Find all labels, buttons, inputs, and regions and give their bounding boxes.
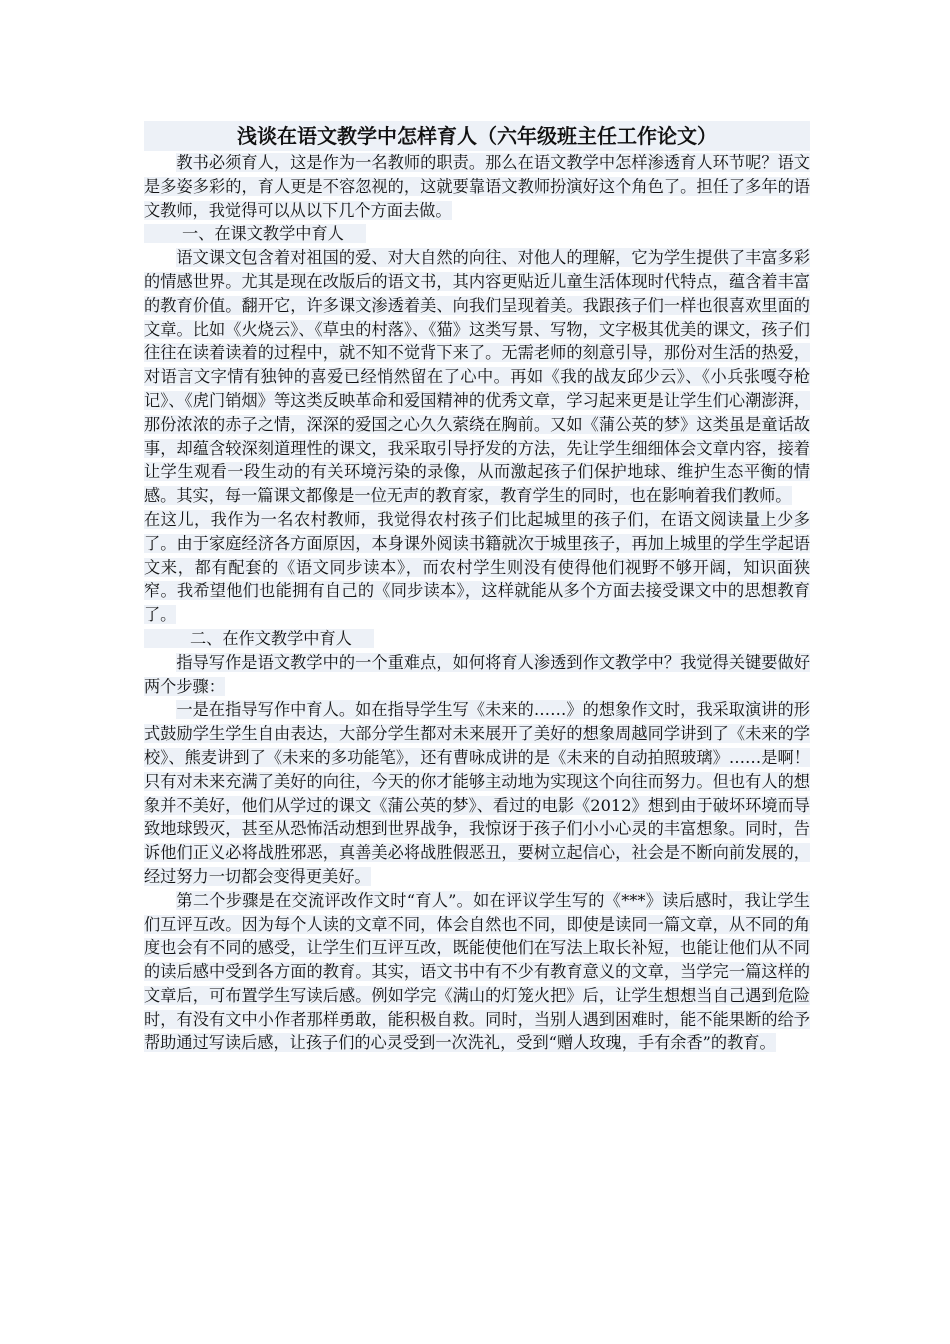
document-title: 浅谈在语文教学中怎样育人（六年级班主任工作论文）	[144, 121, 810, 151]
section2-paragraph-2-text: 一是在指导写作中育人。如在指导学生写《未来的……》的想象作文时，我采取演讲的形式鼓励学生学生自由表达，大部分学生都对未来展开了美好的想象周越同学讲到了《未来的学校》、熊麦讲到了《未来的多功能笔》，还有曹咏成讲的是《未来的自动拍照玻璃》……是啊！只有对未来充满了美好的向往，今天的你才能够主动地为实现这个向往而努力。但也有人的想象并不美好，他们从学过的课文《蒲公英的梦》、看过的电影《2012》想到由于破坏环境而导致地球毁灭，甚至从恐怖活动想到世界战争，我惊讶于孩子们小小心灵的丰富想象。同时，告诉他们正义必将战胜邪恶，真善美必将战胜假恶丑，要树立起信心，社会是不断向前发展的，经过努力一切都会变得更美好。	[144, 700, 810, 886]
section-heading-1-text: 一、在课文教学中育人	[144, 224, 366, 243]
section2-paragraph-3	[144, 889, 810, 1056]
section-heading-2-text: 二、在作文教学中育人	[144, 629, 374, 648]
section1-paragraph-1-text: 语文课文包含着对祖国的爱、对大自然的向往、对他人的理解，它为学生提供了丰富多彩的情感世界。尤其是现在改版后的语文书，其内容更贴近儿童生活体现时代特点，蕴含着丰富的教育价值。翻开它，许多课文渗透着美、向我们呈现着美。我跟孩子们一样也很喜欢里面的文章。比如《火烧云》、《草虫的村落》、《猫》这类写景、写物，文字极其优美的课文，孩子们往往在读着读着的过程中，就不知不觉背下来了。无需老师的刻意引导，那份对生活的热爱，对语言文字情有独钟的喜爱已经悄然留在了心中。再如《我的战友邱少云》、《小兵张嘎夺枪记》、《虎门销烟》等这类反映革命和爱国精神的优秀文章，学习起来更是让学生们心潮澎湃，那份浓浓的赤子之情，深深的爱国之心久久萦绕在胸前。又如《蒲公英的梦》这类虽是童话故事，却蕴含较深刻道理性的课文，我采取引导抒发的方法，先让学生细细体会文章内容，接着让学生观看一段生动的有关环境污染的录像，从而激起孩子们保护地球、维护生态平衡的情感。其实，每一篇课文都像是一位无声的教育家，教育学生的同时，也在影响着我们教师。	[144, 248, 810, 506]
section1-paragraph-2	[144, 508, 810, 627]
section1-paragraph-2-text: 在这儿，我作为一名农村教师，我觉得农村孩子们比起城里的孩子们，在语文阅读量上少多了。由于家庭经济各方面原因，本身课外阅读书籍就次于城里孩子，再加上城里的学生学起语文来，都有配套的《语文同步读本》，而农村学生则没有使得他们视野不够开阔，知识面狭窄。我希望他们也能拥有自己的《同步读本》，这样就能从多个方面去接受课文中的思想教育了。	[144, 509, 810, 625]
section2-paragraph-3-text: 第二个步骤是在交流评改作文时“育人”。如在评议学生写的《***》读后感时，我让学生们互评互改。因为每个人读的文章不同，体会自然也不同，即使是读同一篇文章，从不同的角度也会有不同的感受，让学生们互评互改，既能使他们在写法上取长补短，也能让他们从不同的读后感中受到各方面的教育。其实，语文书中有不少有教育意义的文章，当学完一篇这样的文章后，可布置学生写读后感。例如学完《满山的灯笼火把》后，让学生想想当自己遇到危险时，有没有文中小作者那样勇敢，能积极自救。同时，当别人遇到困难时，能不能果断的给予帮助通过写读后感，让孩子们的心灵受到一次洗礼，受到“赠人玫瑰，手有余香”的教育。	[144, 890, 810, 1053]
section2-paragraph-1	[144, 651, 810, 699]
intro-text: 教书必须育人，这是作为一名教师的职责。那么在语文教学中怎样渗透育人环节呢？语文是多姿多彩的，育人更是不容忽视的，这就要靠语文教师扮演好这个角色了。担任了多年的语文教师，我觉得可以从以下几个方面去做。	[144, 153, 810, 220]
section-heading-1	[144, 222, 810, 246]
intro-paragraph	[144, 151, 810, 222]
section1-paragraph-1	[144, 246, 810, 508]
section2-paragraph-2	[144, 698, 810, 888]
section-heading-2	[144, 627, 810, 651]
section2-paragraph-1-text: 指导写作是语文教学中的一个重难点，如何将育人渗透到作文教学中？我觉得关键要做好两个步骤：	[144, 652, 810, 696]
document-page	[144, 121, 810, 1055]
